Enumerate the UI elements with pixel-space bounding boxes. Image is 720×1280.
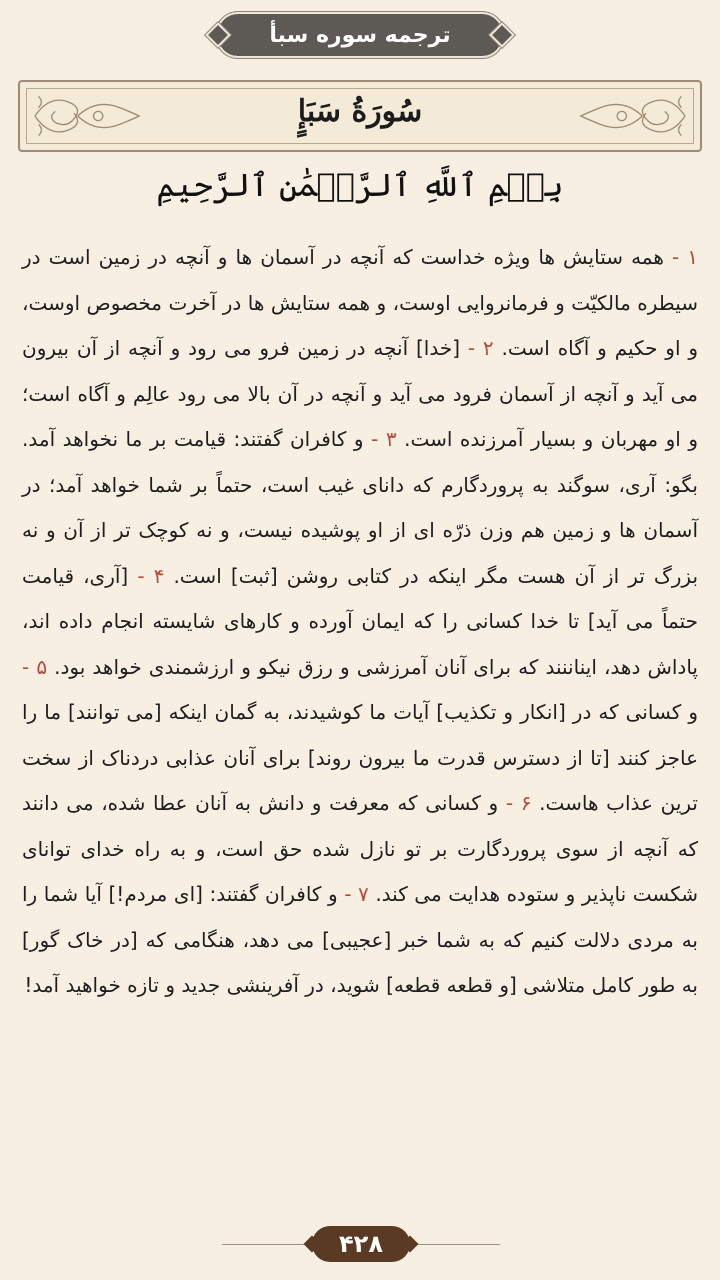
verse-text: [آری، قیامت حتماً می آید] تا خدا کسانی را که ایمان آورده و کارهای شایسته انجام داده اند، پاداش دهد، ایناننند که برای آنان آمرزشی و رزق نیکو و ارزشمندی خواهد بود. <box>22 563 698 679</box>
verse-number: ۱ - <box>671 245 698 269</box>
banner-left-tip <box>208 25 228 45</box>
badge-right-tip <box>402 1236 419 1253</box>
verse-number: ۷ - <box>344 882 369 906</box>
translation-text <box>22 235 698 1009</box>
verse-text: و کافران گفتند: قیامت بر ما نخواهد آمد. بگو: آری، سوگند به پروردگارم که دانای غیب است، حتماً بر شما خواهد آمد؛ در آسمان ها و زمین هم وزن ذرّه ای از او پوشیده نیست، و نه کوچک تر از آن و نه بزرگ تر از آن هست مگر اینکه در کتابی روشن [ثبت] است. <box>22 427 699 588</box>
verse-text: همه ستایش ها ویژه خداست که آنچه در آسمان ها و آنچه در زمین است در سیطره مالکیّت و فرمانروایی اوست، و همه ستایش ها در آخرت مخصوص اوست، و او حکیم و آگاه است. <box>22 245 699 360</box>
verse-number: ۳ - <box>371 427 397 451</box>
page-number: ۴۲۸ <box>339 1230 383 1258</box>
badge-left-tip <box>304 1236 321 1253</box>
verse-number: ۴ - <box>137 563 165 588</box>
sura-header-frame <box>18 80 702 152</box>
page-number-badge <box>312 1226 410 1262</box>
verse-text: و کافران گفتند: [ای مردم!] آیا شما را به مردی دلالت کنیم که به شما خبر [عجیبی] می دهد، هنگامی که [در خاک گور] به طور کامل متلاشی [و قطعه قطعه] شوید، در آفرینشی جدید و تازه خواهید آمد! <box>22 882 698 997</box>
verse-text: و کسانی که معرفت و دانش به آنان عطا شده، می دانند که آنچه از سوی پروردگارت بر تو نازل شده حق است، و به راه خدای توانای شکست ناپذیر و ستوده هدایت می کند. <box>22 791 699 906</box>
title-banner <box>218 14 502 56</box>
banner-right-tip <box>492 25 512 45</box>
verse-text: [خدا] آنچه در زمین فرو می رود و آنچه از آن بیرون می آید و آنچه از آسمان فرود می آید و آنچه در آن بالا می رود عالِم و آگاه است؛ و او مهربان و بسیار آمرزنده است. <box>22 336 699 451</box>
verse-number: ۲ - <box>467 336 494 360</box>
basmala: بِسۡمِ ٱللَّهِ ٱلرَّحۡمَٰنِ ٱلرَّحِيمِ <box>156 166 564 204</box>
verse-text: و کسانی که در [انکار و تکذیب] آیات ما کوشیدند، به گمان اینکه [می توانند] ما را عاجز کنند [تا از دسترس قدرت ما بیرون روند] برای آنان عذابی دردناک از سخت ترین عذاب هاست. <box>22 700 698 815</box>
sura-name: سُورَةُ سَبَإٍ <box>297 94 423 129</box>
verse-number: ۵ - <box>22 654 48 679</box>
verse-number: ۶ - <box>505 791 532 815</box>
page-title: ترجمه سوره سبأ <box>269 22 451 48</box>
footer-divider-right <box>410 1244 500 1245</box>
footer-divider-left <box>222 1244 312 1245</box>
